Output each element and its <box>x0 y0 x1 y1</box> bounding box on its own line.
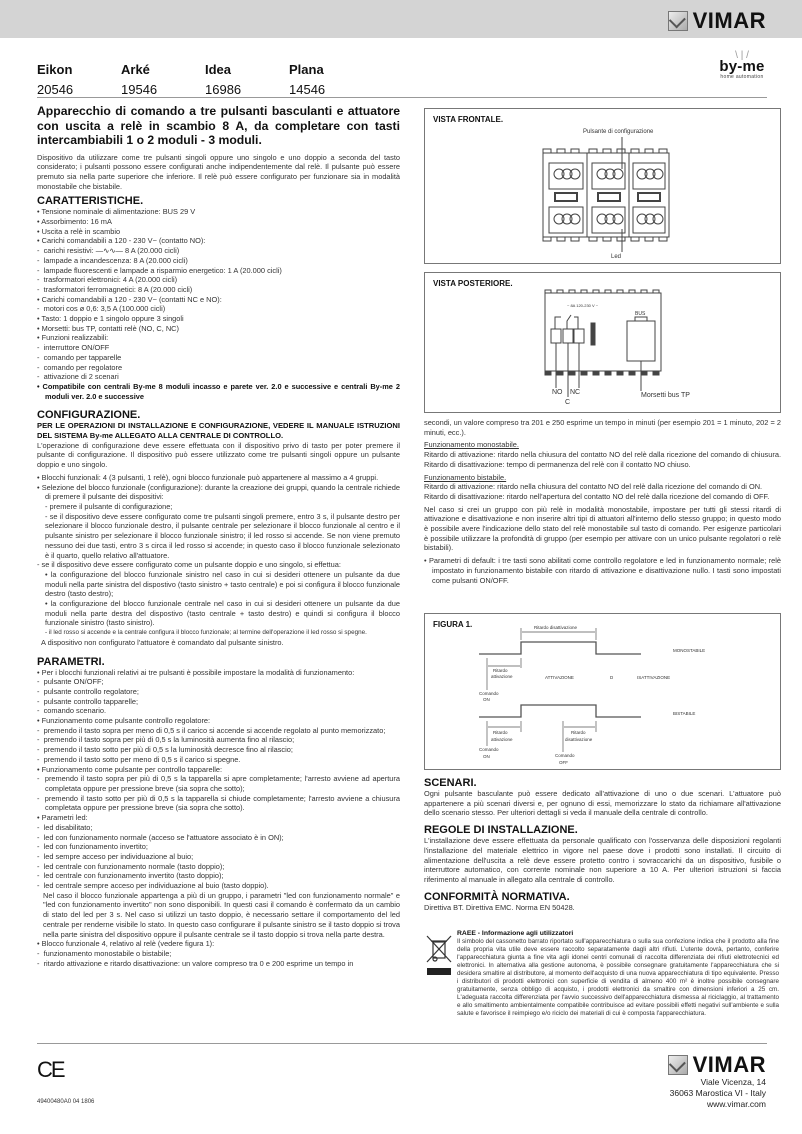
list-item: - motori cos ø 0,6: 3,5 A (100.000 cicli) <box>37 304 400 314</box>
list-item: - premendo il tasto sotto per meno di 0,5 s il carico si spegne. <box>37 755 400 765</box>
relay-timing-text <box>424 418 781 585</box>
config-step: - se il dispositivo deve essere configurato come tre pulsanti singoli premere, entro 3 s, il pulsante destro per selezionare il blocco funzionale destro, il pulsante centrale per selezionare il blocco funzionale al centro e il pulsante sinistro per selezionare il blocco funzionale sinistro; il led rosso si accende. Se non viene premuto nessuno dei due tasti, entro 3 s circa il led rosso si accende; in questo caso il blocco funzionale selezionato è il quarto, quello relativo all'attuatore. <box>45 511 400 560</box>
vimar-logo <box>668 8 766 34</box>
right-sections <box>424 773 781 915</box>
rear-view-figure <box>424 272 781 413</box>
raee-notice <box>457 930 779 1018</box>
list-item: - premendo il tasto sotto per più di 0,5 s la tapparella si chiude completamente; l'arresto avviene a chiusura completata oppure per pressione breve (sia sopra che sotto). <box>37 794 400 813</box>
timing-diagram-figure <box>424 613 781 770</box>
caratteristiche-list <box>37 207 400 401</box>
byme-logo <box>716 52 768 80</box>
heading-conformita: CONFORMITÀ NORMATIVA. <box>424 890 570 903</box>
list-item: - lampade a incandescenza: 8 A (20.000 cicli) <box>37 256 400 266</box>
list-item: • Carichi comandabili a 120 - 230 V~ (contatto NO): <box>37 236 400 246</box>
diagram-label-monostabile: MONOSTABILE <box>673 648 706 653</box>
raee-paragraph: Il simbolo del cassonetto barrato riportato sull'apparecchiatura o sulla sua confezione indica che il prodotto alla fine della propria vita utile deve essere raccolto separatamente dagli altri rifiuti. L'utente dovrà, pertanto, conferire l'apparecchiatura giunta a fine vita agli idonei centri comunali di raccolta differenziata dei rifiuti elettrotecnici ed elettronici. In alternativa alla gestione autonoma, è possibile consegnare gratuitamente l'apparecchiatura che si desidera smaltire al distributore, al momento dell'acquisto di una nuova apparecchiatura di tipo equivalente. Presso i distributori di prodotti elettronici con superficie di vendita di almeno 400 m² è inoltre possibile consegnare gratuitamente, senza obbligo di acquisto, i prodotti elettronici da smaltire con dimensioni inferiori a 25 cm. L'adeguata raccolta differenziata per l'avvio successivo dell'apparecchiatura dismessa al riciclaggio, al trattamento e allo smaltimento ambientalmente compatibile contribuisce ad evitare possibili effetti negativi sull'ambiente e sulla salute e favorisce il reimpiego e/o riciclo dei materiali di cui è composta l'apparecchiatura. <box>457 938 779 1017</box>
list-item: - comando scenario. <box>37 706 400 716</box>
vimar-mark-icon <box>668 1055 688 1075</box>
list-item: - led centrale con funzionamento normale (tasto doppio); <box>37 862 400 872</box>
list-item: • Blocchi funzionali: 4 (3 pulsanti, 1 relè), ogni blocco funzionale può appartenere al massimo a 4 gruppi. <box>37 473 400 483</box>
product-code: 14546 <box>289 82 326 97</box>
compatibility-note: • Compatibile con centrali By-me 8 moduli incasso e parete ver. 2.0 e successive e centrali By-me 2 moduli ver. 2.0 e successive <box>37 382 400 401</box>
footer-divider <box>37 1043 767 1044</box>
vimar-wordmark: VIMAR <box>692 1052 766 1077</box>
list-item: • Funzionamento come pulsante controllo regolatore: <box>37 716 400 726</box>
company-address <box>670 1077 766 1110</box>
config-substep: • la configurazione del blocco funzionale centrale nel caso in cui si desideri ottenere un pulsante da due moduli nella parte destra del dispostivo (tasto centrale + tasto destro) e quindi si configura il blocco funzionale sinistro (tasto sinistro). <box>45 599 400 628</box>
bus-label: BUS <box>635 311 646 317</box>
vimar-wordmark: VIMAR <box>692 8 766 33</box>
list-item: - attivazione di 2 scenari <box>37 372 400 382</box>
byme-tagline: home automation <box>720 74 764 80</box>
diagram-label: attivazione <box>491 737 513 742</box>
scenari-paragraph: Ogni pulsante basculante può essere dedicato all'attivazione di uno o due scenari. L'attuatore può appartenere a più scenari diversi e, per ognuno di essi, memorizzare lo stato da richiamare all'attivazione dello scenario stesso. Per ulteriori dettagli si veda il manuale della centrale di controllo. <box>424 789 781 818</box>
list-item: - ritardo attivazione e ritardo disattivazione: un valore compreso tra 0 e 200 esprime un tempo in <box>37 959 400 969</box>
rating-label: ~ 8A 120-230 V ~ <box>567 303 599 308</box>
list-item: • Blocco funzionale 4, relativo al relè (vedere figura 1): <box>37 939 400 949</box>
product-codes-table <box>37 62 373 97</box>
list-item: - carichi resistivi: —∿∿— 8 A (20.000 cicli) <box>37 246 400 256</box>
config-button-callout: Pulsante di configurazione <box>583 129 654 135</box>
list-item: - premendo il tasto sopra per più di 0,5 s la luminosità aumenta fino al rilascio; <box>37 735 400 745</box>
paragraph: secondi, un valore compreso tra 201 e 250 esprime un tempo in minuti (per esempio 201 = 1 minuto, 202 = 2 minuti, ecc.). <box>424 418 781 437</box>
nc-terminal-label: NC <box>570 389 581 396</box>
c-terminal-label: C <box>565 399 571 406</box>
configurazione-paragraph: L'operazione di configurazione deve essere effettuata con il dispositivo privo di tasto per poter premere il pulsante di configurazione. Il dispositivo può essere utilizzato come tre pulsanti singoli oppure un pulsante doppio e uno singolo. <box>37 440 400 470</box>
led-note: Nel caso il blocco funzionale appartenga a più di un gruppo, i parametri "led con funzionamento normale" e "led con funzionamento invertito" non sono disponibili. In questi casi il comando è confermato da un cambio di stato del led per 3 s. Nel caso si utilizzi un tasto doppio, è necessario settare il comportamento del led centrale per renderne visibile lo stato. In questo caso configurare il pulsante sinistro se il tasto doppio si trova nella parte sinistra del dispositivo oppure il pulsante centrale se il tasto doppio si trova nella parte destra. <box>43 890 400 939</box>
list-item: - premendo il tasto sopra per più di 0,5 s la tapparella si apre completamente; l'arresto avviene ad apertura completata oppure per pressione breve (sia sopra che sotto); <box>37 774 400 793</box>
list-item: - led centrale con funzionamento invertito (tasto doppio); <box>37 871 400 881</box>
ce-mark: CE <box>37 1057 64 1082</box>
list-item: • Parametri di default: i tre tasti sono abilitati come controllo regolatore e led in funzionamento normale; relè impostato in funzionamento bistabile con ritardo di attivazione e disattivazione nullo. I tasti sono impostati come pulsanti ON/OFF. <box>424 556 781 585</box>
list-item: - interruttore ON/OFF <box>37 343 400 353</box>
paragraph: Ritardo di disattivazione: ritardo nell'apertura del contatto NO del relè dalla ricezione del comando di OFF. <box>424 491 770 501</box>
list-item: - trasformatori ferromagnetici: 8 A (20.000 cicli) <box>37 285 400 295</box>
raee-title: RAEE - Informazione agli utilizzatori <box>457 930 574 937</box>
list-item: - trasformatori elettronici: 4 A (20.000 cicli) <box>37 275 400 285</box>
list-item: - led disabilitato; <box>37 823 400 833</box>
list-item: • Selezione del blocco funzionale (configurazione): durante la creazione dei gruppi, quando la centrale richiede di premere il pulsante dei dispositivi: <box>37 483 400 502</box>
heading-caratteristiche: CARATTERISTICHE. <box>37 195 144 208</box>
product-title: Apparecchio di comando a tre pulsanti basculanti e attuatore con uscita a relè in scambio 8 A, da completare con tasti intercambiabili 1 o 2 moduli - 3 moduli. <box>37 104 400 147</box>
subheading-bistabile: Funzionamento bistabile. <box>424 472 507 482</box>
product-code: 16986 <box>205 82 242 97</box>
byme-rays-icon: \ | / <box>735 50 749 61</box>
config-step: - il led rosso si accende e la centrale configura il blocco funzionale; al termine dell'operazione il led rosso si spegne. <box>45 629 367 637</box>
list-item: • Uscita a relè in scambio <box>37 227 400 237</box>
list-item: - comando per tapparelle <box>37 353 400 363</box>
config-step: - se il dispositivo deve essere configurato come un pulsante doppio e uno singolo, si effettua: <box>37 560 341 570</box>
figure-label: FIGURA 1. <box>433 620 473 629</box>
product-code: 19546 <box>121 82 158 97</box>
product-code: 20546 <box>37 82 74 97</box>
document-id: 49400480A0 04 1806 <box>37 1099 95 1105</box>
list-item: - pulsante controllo regolatore; <box>37 687 400 697</box>
list-item: • Parametri led: <box>37 813 400 823</box>
product-brand: Arké <box>121 62 150 77</box>
address-line: 36063 Marostica VI - Italy <box>669 1088 766 1098</box>
conformita-paragraph: Direttiva BT. Direttiva EMC. Norma EN 50428. <box>424 902 575 912</box>
list-item: - led centrale sempre acceso per individuazione al buio (tasto doppio). <box>37 881 400 891</box>
list-item: - lampade fluorescenti e lampade a risparmio energetico: 1 A (20.000 cicli) <box>37 266 400 276</box>
rear-view-label: VISTA POSTERIORE. <box>433 279 513 288</box>
front-view-figure <box>424 108 781 264</box>
heading-regole: REGOLE DI INSTALLAZIONE. <box>424 824 578 837</box>
regole-paragraph: L'installazione deve essere effettuata da personale qualificato con l'osservanza delle disposizioni regolanti l'installazione del materiale elettrico in vigore nel paese dove i prodotti sono installati. Il circuito di alimentazione dell'uscita a relè deve essere protetto contro i sovraccarichi da un dispositivo, fusibile o interruttore automatico, con corrente nominale non superiore a 10 A. Per ulteriori istruzioni si faccia riferimento al manuale in allegato alla centrale di controllo. <box>424 836 781 884</box>
list-item: • Morsetti: bus TP, contatti relè (NO, C, NC) <box>37 324 400 334</box>
heading-scenari: SCENARI. <box>424 777 477 789</box>
product-brand: Plana <box>289 62 324 77</box>
list-item: - led con funzionamento invertito; <box>37 842 400 852</box>
paragraph: Nel caso si crei un gruppo con più relè in modalità monostabile, impostare per tutti gli stessi ritardi di attivazione e disattivazione e non inserire altri tipi di attuatori all'interno dello stesso gruppo; in questo modo è possibile avere l'indicazione dello stato del relè monostabile sul tasto di comando. Per esigenze particolari è possibile utilizzare la profondità di gruppo (per esempio per attivare con un unico pulsante regolatori o relè bistabili). <box>424 504 781 553</box>
diagram-label: ON <box>483 754 490 759</box>
led-callout: Led <box>611 254 622 260</box>
heading-parametri: PARAMETRI. <box>37 655 105 668</box>
parametri-list <box>37 668 400 969</box>
intro-paragraph: Dispositivo da utilizzare come tre pulsanti singoli oppure uno singolo e uno doppio a seconda del tasto considerato; i pulsanti possono essere configurati anche indipendentemente dal relè. Il pulsante può essere premuto sia nella parte superiore che inferiore. Il relè può essere configurato per funzionare sia in modalità monostabile che bistabile. <box>37 152 400 191</box>
list-item: - comando per regolatore <box>37 363 400 373</box>
list-item: - pulsante controllo tapparelle; <box>37 697 400 707</box>
vimar-mark-icon <box>668 11 688 31</box>
diagram-label: ISATTIVAZIONE <box>637 675 671 680</box>
paragraph: Ritardo di attivazione: ritardo nella chiusura del contatto NO del relè dalla ricezione del comando di ON. <box>424 482 763 492</box>
diagram-label-bistabile: BISTABILE <box>673 711 696 716</box>
heading-configurazione: CONFIGURAZIONE. <box>37 409 141 422</box>
list-item: • Per i blocchi funzionali relativi ai tre pulsanti è possibile impostare la modalità di funzionamento: <box>37 668 400 678</box>
diagram-label: Ritardo <box>493 668 508 673</box>
website-link[interactable]: www.vimar.com <box>706 1099 766 1109</box>
no-terminal-label: NO <box>552 389 563 396</box>
config-step: - premere il pulsante di configurazione; <box>45 502 173 511</box>
list-item: - funzionamento monostabile o bistabile; <box>37 949 400 959</box>
diagram-label: disattivazione <box>565 737 593 742</box>
list-item: - premendo il tasto sotto per più di 0,5 s la luminosità decresce fino al rilascio; <box>37 745 400 755</box>
list-item: • Tasto: 1 doppio e 1 singolo oppure 3 singoli <box>37 314 400 324</box>
paragraph: Ritardo di attivazione: ritardo nella chiusura del contatto NO del relè dalla ricezione del comando di chiusura. Ritardo di disattivazione: tempo di permanenza del relè con il contatto NO chiuso. <box>424 450 781 469</box>
list-item: • Carichi comandabili a 120 - 230 V~ (contatti NC e NO): <box>37 295 400 305</box>
product-brand: Eikon <box>37 62 73 77</box>
diagram-label: Comando <box>479 747 499 752</box>
byme-wordmark: by-me <box>719 58 765 75</box>
diagram-label: Comando <box>479 691 499 696</box>
list-item: • Tensione nominale di alimentazione: BUS 29 V <box>37 207 400 217</box>
device-rear-drawing <box>425 273 782 414</box>
vimar-logo-footer <box>668 1052 766 1078</box>
product-brand: Idea <box>205 62 232 77</box>
diagram-label: attivazione <box>491 674 513 679</box>
config-note: A dispositivo non configurato l'attuatore è comandato dal pulsante sinistro. <box>41 637 284 647</box>
list-item: • Funzionamento come pulsante per controllo tapparelle: <box>37 765 400 775</box>
subheading-monostabile: Funzionamento monostabile. <box>424 440 519 450</box>
device-front-drawing <box>425 109 782 265</box>
diagram-label-rit-disatt: Ritardo disattivazione <box>534 625 578 630</box>
front-view-label: VISTA FRONTALE. <box>433 115 504 124</box>
diagram-label: ON <box>483 697 490 702</box>
crossed-bin-icon <box>425 934 453 980</box>
left-column <box>37 104 400 968</box>
diagram-label: Comando <box>555 753 575 758</box>
config-substep: • la configurazione del blocco funzionale sinistro nel caso in cui si desideri ottenere un pulsante da due moduli nella parte sinistra del dispostivo (tasto sinistro + tasto centrale) e poi si configura il blocco funzionale destro (tasto destro); <box>45 569 400 599</box>
configurazione-warning: PER LE OPERAZIONI DI INSTALLAZIONE E CONFIGURAZIONE, VEDERE IL MANUALE ISTRUZIONI DEL SISTEMA By-me ALLEGATO ALLA CENTRALE DI CONTROLLO. <box>37 421 400 441</box>
diagram-label: Ritardo <box>571 730 586 735</box>
header-divider <box>37 97 767 98</box>
diagram-label: Ritardo <box>493 730 508 735</box>
list-item: - led sempre acceso per individuazione al buio; <box>37 852 400 862</box>
diagram-label: OFF <box>559 760 568 765</box>
list-item: • Assorbimento: 16 mA <box>37 217 400 227</box>
list-item: • Funzioni realizzabili: <box>37 333 400 343</box>
list-item: - pulsante ON/OFF; <box>37 677 400 687</box>
address-line: Viale Vicenza, 14 <box>700 1077 766 1087</box>
diagram-label: ATTIVAZIONE <box>545 675 574 680</box>
list-item: - premendo il tasto sopra per meno di 0,5 s il carico si accende si accende regolato al punto memorizzato; <box>37 726 400 736</box>
diagram-label: D <box>610 675 614 680</box>
list-item: - led con funzionamento normale (acceso se l'attuatore associato è in ON); <box>37 833 400 843</box>
bus-terminals-label: Morsetti bus TP <box>641 392 690 399</box>
